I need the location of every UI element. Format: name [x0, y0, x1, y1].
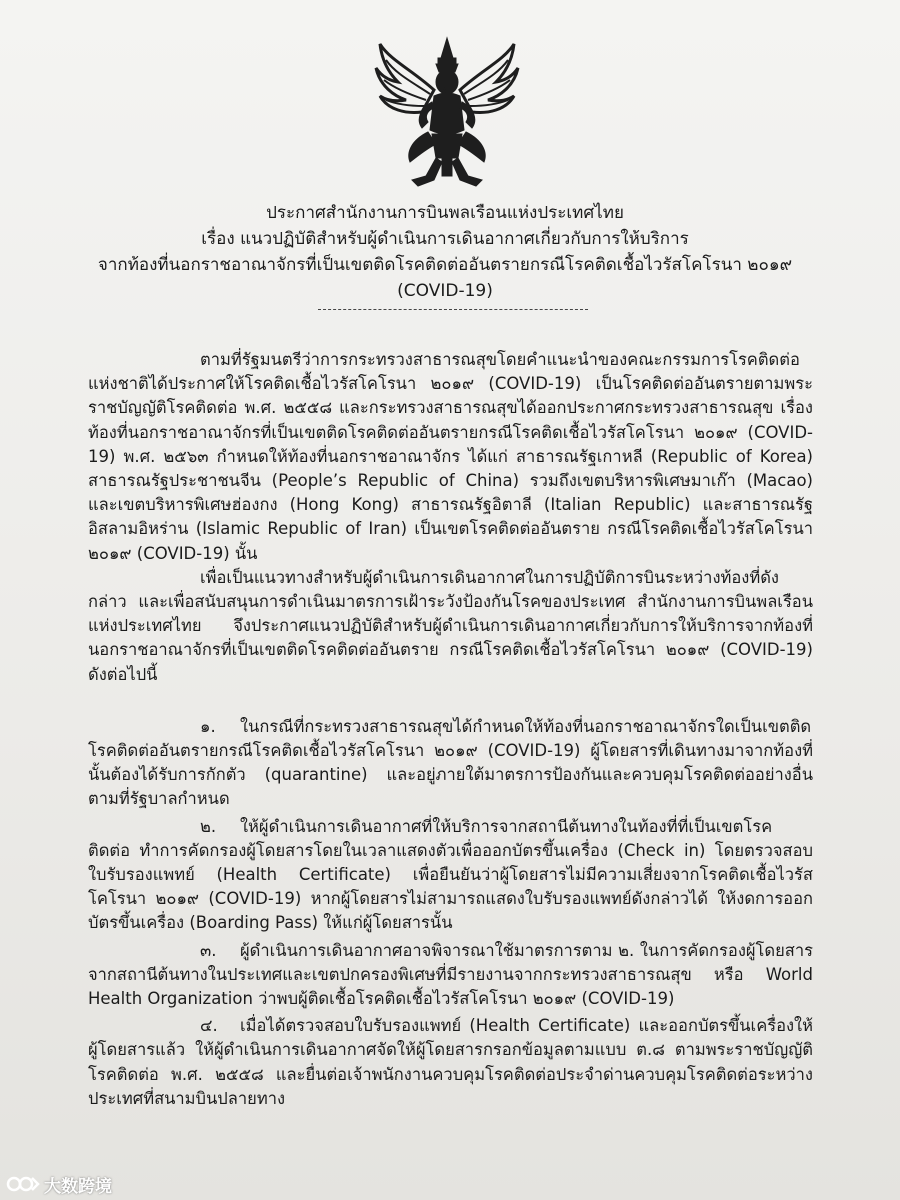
item-text: ผู้ดำเนินการเดินอากาศอาจพิจารณาใช้มาตรการตาม ๒. ในการคัดกรองผู้โดยสารจากสถานีต้นทางในประเทศและเขตปกครองพิเศษที่มีรายงานจากกระทรวงสาธารณสุข หรือ World Health Organization ว่าพบผู้ติดเชื้อโรคติดเชื้อไวรัสโคโรนา ๒๐๑๙ (COVID-19) — [88, 940, 813, 1009]
item-text: ให้ผู้ดำเนินการเดินอากาศที่ให้บริการจากสถานีต้นทางในท้องที่ที่เป็นเขตโรคติดต่อ ทำการคัดกรองผู้โดยสารโดยในเวลาแสดงตัวเพื่อออกบัตรขึ้นเครื่อง (Check in) โดยตรวจสอบใบรับรองแพทย์ (Health Certificate) เพื่อยืนยันว่าผู้โดยสารไม่มีความเสี่ยงจากโรคติดเชื้อไวรัสโคโรนา ๒๐๑๙ (COVID-19) หากผู้โดยสารไม่สามารถแสดงใบรับรองแพทย์ดังกล่าวได้ ให้งดการออกบัตรขึ้นเครื่อง (Boarding Pass) ให้แก่ผู้โดยสารนั้น — [88, 816, 813, 933]
item-number: ๔. — [200, 1016, 218, 1036]
intro-paragraph: ตามที่รัฐมนตรีว่าการกระทรวงสาธารณสุขโดยคำแนะนำของคณะกรรมการโรคติดต่อแห่งชาติได้ประกาศให้โรคติดเชื้อไวรัสโคโรนา ๒๐๑๙ (COVID-19) เป็นโรคติดต่ออันตรายตามพระราชบัญญัติโรคติดต่อ พ.ศ. ๒๕๕๘ และกระทรวงสาธารณสุขได้ออกประกาศกระทรวงสาธารณสุข เรื่อง ท้องที่นอกราชอาณาจักรที่เป็นเขตติดโรคติดต่ออันตรายกรณีโรคติดเชื้อไวรัสโคโรนา ๒๐๑๙ (COVID-19) พ.ศ. ๒๕๖๓ กำหนดให้ท้องที่นอกราชอาณาจักร ได้แก่ สาธารณรัฐเกาหลี (Republic of Korea) สาธารณรัฐประชาชนจีน (People’s Republic of China) รวมถึงเขตบริหารพิเศษมาเก๊า (Macao) และเขตบริหารพิเศษฮ่องกง (Hong Kong) สาธารณรัฐอิตาลี (Italian Republic) และสาธารณรัฐอิสลามอิหร่าน (Islamic Republic of Iran) เป็นเขตโรคติดต่ออันตราย กรณีโรคติดเชื้อไวรัสโคโรนา ๒๐๑๙ (COVID-19) นั้น — [88, 350, 813, 563]
heading-line-1: ประกาศสำนักงานการบินพลเรือนแห่งประเทศไทย — [266, 203, 624, 223]
document-body — [88, 348, 813, 1114]
purpose-paragraph: เพื่อเป็นแนวทางสำหรับผู้ดำเนินการเดินอากาศในการปฏิบัติการบินระหว่างท้องที่ดังกล่าว และเพื่อสนับสนุนการดำเนินมาตรการเฝ้าระวังป้องกันโรคของประเทศ สำนักงานการบินพลเรือนแห่งประเทศไทย จึงประกาศแนวปฏิบัติสำหรับผู้ดำเนินการเดินอากาศเกี่ยวกับการให้บริการจากท้องที่นอกราชอาณาจักรที่เป็นเขตติดโรคติดต่ออันตราย กรณีโรคติดเชื้อไวรัสโคโรนา ๒๐๑๙ (COVID-19) ดังต่อไปนี้ — [88, 567, 813, 684]
list-item — [88, 939, 813, 1012]
dashed-divider — [318, 309, 588, 310]
item-text: ในกรณีที่กระทรวงสาธารณสุขได้กำหนดให้ท้องที่นอกราชอาณาจักรใดเป็นเขตติดโรคติดต่ออันตรายกรณีโรคติดเชื้อไวรัสโคโรนา ๒๐๑๙ (COVID-19) ผู้โดยสารที่เดินทางมาจากท้องที่นั้นต้องได้รับการกักตัว (quarantine) และอยู่ภายใต้มาตรการป้องกันและควบคุมโรคติดต่ออย่างอื่นตามที่รัฐบาลกำหนด — [88, 716, 813, 809]
item-number: ๑. — [200, 716, 216, 736]
heading-line-4: (COVID-19) — [397, 281, 493, 301]
garuda-emblem-icon — [372, 30, 522, 190]
heading-line-2: เรื่อง แนวปฏิบัติสำหรับผู้ดำเนินการเดินอากาศเกี่ยวกับการให้บริการ — [201, 229, 689, 249]
watermark-text: 大数跨境 — [44, 1176, 112, 1197]
heading-line-3: จากท้องที่นอกราชอาณาจักรที่เป็นเขตติดโรคติดต่ออันตรายกรณีโรคติดเชื้อไวรัสโคโรนา ๒๐๑๙ — [97, 255, 793, 275]
list-item — [88, 715, 813, 812]
watermark-logo-icon — [6, 1174, 40, 1194]
item-text: เมื่อได้ตรวจสอบใบรับรองแพทย์ (Health Certificate) และออกบัตรขึ้นเครื่องให้ผู้โดยสารแล้ว ให้ผู้ดำเนินการเดินอากาศจัดให้ผู้โดยสารกรอกข้อมูลตามแบบ ต.๘ ตามพระราชบัญญัติโรคติดต่อ พ.ศ. ๒๕๕๘ และยื่นต่อเจ้าพนักงานควบคุมโรคติดต่อประจำด่านควบคุมโรคติดต่อระหว่างประเทศที่สนามบินปลายทาง — [88, 1016, 813, 1108]
item-number: ๒. — [200, 816, 217, 836]
item-number: ๓. — [200, 940, 217, 960]
announcement-heading — [60, 200, 830, 304]
list-item — [88, 815, 813, 936]
paragraph-gap — [88, 687, 813, 715]
watermark — [6, 1172, 112, 1196]
list-item — [88, 1014, 813, 1111]
